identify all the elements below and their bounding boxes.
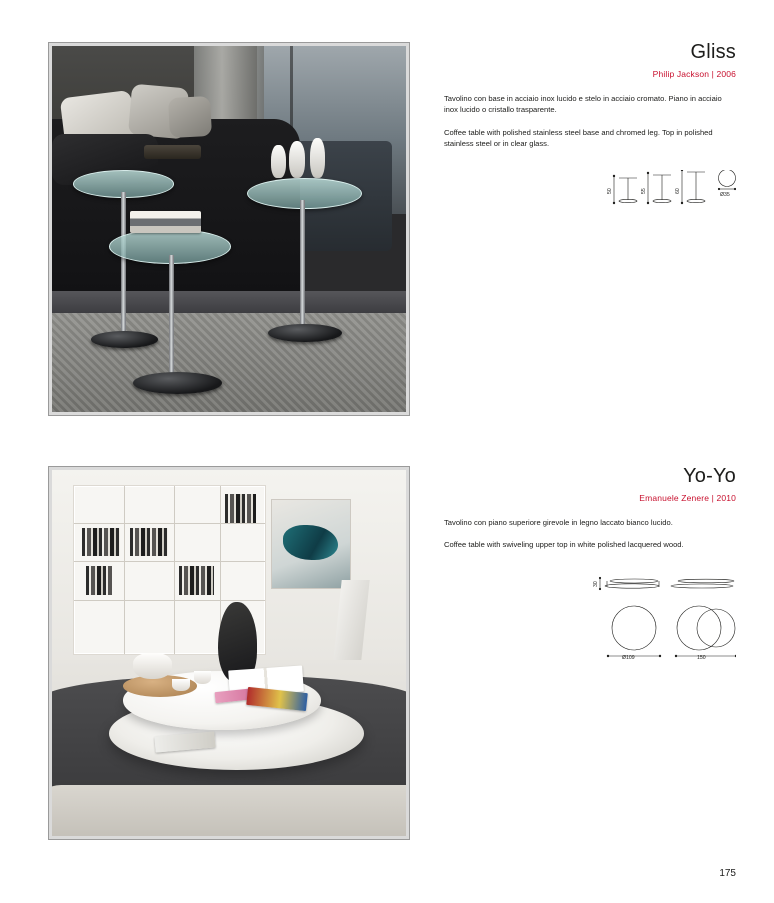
product-credit: Emanuele Zenere | 2010 [639,493,736,503]
scene-books [130,528,168,557]
technical-drawings-yoyo [444,571,736,681]
tech-dim-height-55: 55 [641,187,647,194]
table-leg [169,255,174,379]
tech-svg-yoyo [444,571,736,686]
product-title: Gliss [690,41,736,63]
product-photo-yoyo [48,466,410,840]
photo-inner-gliss [52,46,406,412]
scene-rug [52,313,406,412]
technical-drawings-gliss [444,170,736,280]
scene-books [82,528,120,557]
tech-dim-height-30: 30 [593,581,599,587]
scene-floor-strip [52,291,406,313]
product-credit: Philip Jackson | 2006 [652,69,736,79]
scene-tray [144,145,201,160]
scene-books [179,566,213,595]
scene-books [86,566,113,595]
table-base [133,372,222,394]
product-description-en: Coffee table with swiveling upper top in white polished lacquered wood. [444,540,684,550]
tech-svg-gliss [444,170,736,270]
scene-teapot [133,653,172,679]
tech-dim-diameter-35: Ø35 [720,191,730,198]
page-number: 175 [719,868,736,879]
scene-vase [310,138,324,178]
product-photo-gliss [48,42,410,416]
scene-sofa [52,785,406,836]
scene-vase [271,145,285,178]
tech-dim-height-60: 60 [675,187,681,194]
product-description-it: Tavolino con piano superiore girevole in legno laccato bianco lucido. [444,518,673,527]
tech-dim-height-50: 50 [607,187,613,194]
product-title: Yo-Yo [683,465,736,487]
tech-dim-diameter-109: Ø109 [622,654,635,661]
scene-white-living-room [52,470,406,836]
scene-books [225,494,256,523]
table-leg [300,200,305,335]
scene-vase [289,141,305,178]
scene-cup [172,679,190,691]
tech-dim-width-150: 150 [697,654,706,661]
product-text-yoyo [444,466,736,681]
product-description-en: Coffee table with polished stainless steel base and chromed leg. Top in polished stainless steel or in clear glass. [444,127,713,149]
scene-dark-living-room [52,46,406,412]
scene-cushion [168,96,213,138]
table-base [91,331,158,347]
scene-books [130,211,201,233]
product-description-it: Tavolino con base in acciaio inox lucido e stelo in acciaio cromato. Piano in acciaio inox lucido o cristallo trasparente. [444,94,722,115]
scene-artwork [271,499,351,589]
photo-inner-yoyo [52,470,406,836]
product-text-gliss [444,42,736,280]
table-leg [121,192,126,338]
scene-cup [194,671,212,683]
